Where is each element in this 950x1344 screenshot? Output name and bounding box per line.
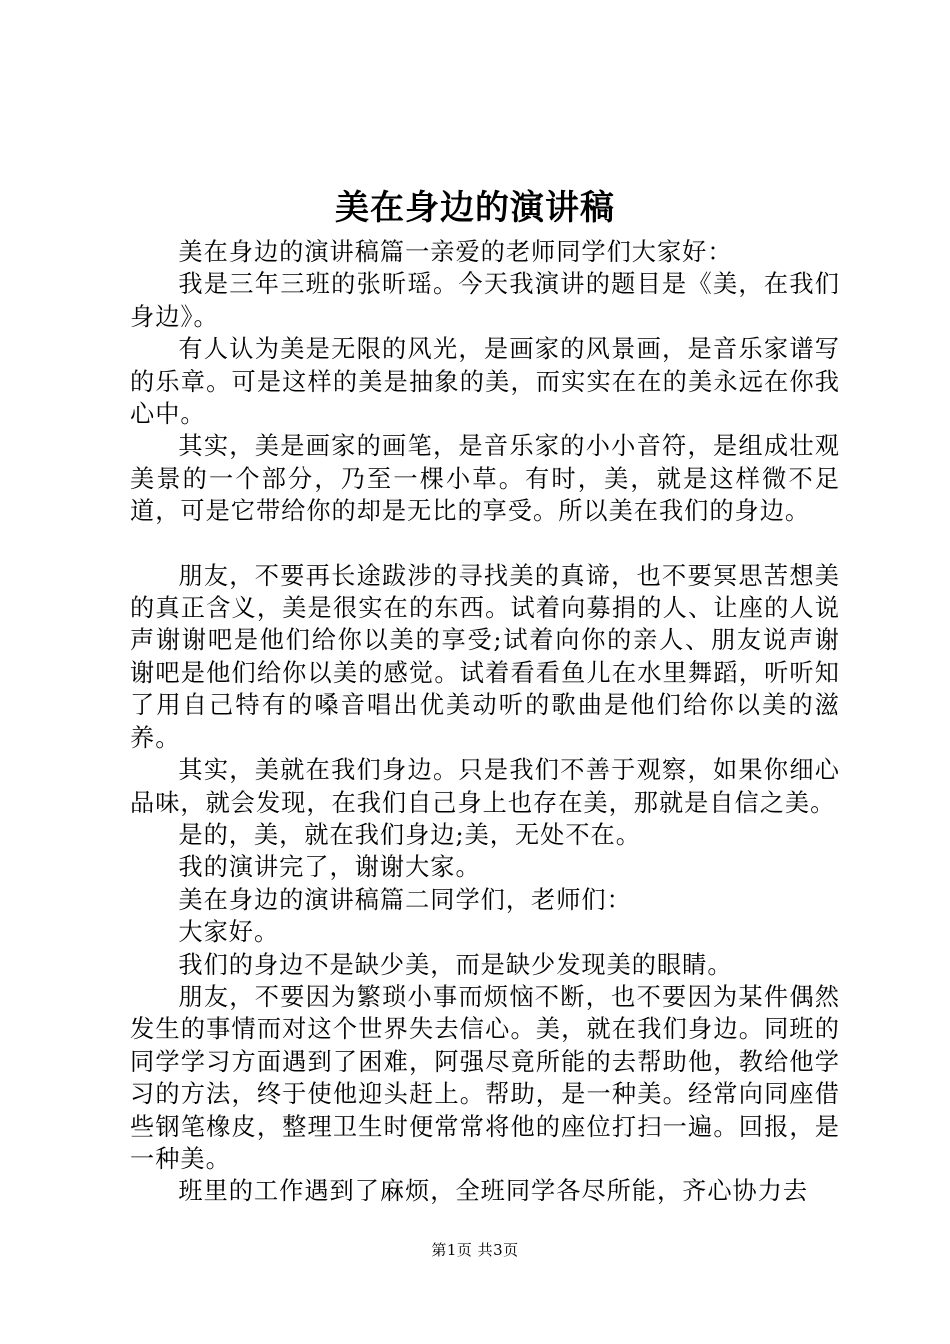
paragraph-gap [130,528,840,560]
document-body [130,236,840,1208]
paragraph: 朋友，不要再长途跋涉的寻找美的真谛，也不要冥思苦想美的真正含义，美是很实在的东西。试着向募捐的人、让座的人说声谢谢吧是他们给你以美的享受;试着向你的亲人、朋友说声谢谢吧是他们给你以美的感觉。试着看看鱼儿在水里舞蹈，听听知了用自己特有的嗓音唱出优美动听的歌曲是他们给你以美的滋养。 [130,561,840,752]
paragraph: 朋友，不要因为繁琐小事而烦恼不断，也不要因为某件偶然发生的事情而对这个世界失去信心。美，就在我们身边。同班的同学学习方面遇到了困难，阿强尽竟所能的去帮助他，教给他学习的方法，终于使他迎头赶上。帮助，是一种美。经常向同座借些钢笔橡皮，整理卫生时便常常将他的座位打扫一遍。回报，是一种美。 [130,982,840,1173]
paragraph: 美在身边的演讲稿篇二同学们，老师们： [178,885,632,914]
paragraph: 是的，美，就在我们身边;美，无处不在。 [178,820,641,849]
paragraph: 我们的身边不是缺少美，而是缺少发现美的眼睛。 [178,950,733,979]
document-title: 美在身边的演讲稿 [335,188,615,228]
paragraph: 班里的工作遇到了麻烦，全班同学各尽所能，齐心协力去 [178,1177,809,1206]
paragraph: 我是三年三班的张昕瑶。今天我演讲的题目是《美，在我们身边》。 [130,270,840,331]
paragraph: 我的演讲完了，谢谢大家。 [178,853,481,882]
page-footer: 第1页 共3页 [431,1241,519,1259]
paragraph: 美在身边的演讲稿篇一亲爱的老师同学们大家好： [178,238,733,266]
paragraph: 其实，美就在我们身边。只是我们不善于观察，如果你细心品味，就会发现，在我们自己身上也存在美，那就是自信之美。 [130,756,840,817]
paragraph: 其实，美是画家的画笔，是音乐家的小小音符，是组成壮观美景的一个部分，乃至一棵小草。有时，美，就是这样微不足道，可是它带给你的却是无比的享受。所以美在我们的身边。 [130,432,840,526]
paragraph: 大家好。 [178,918,280,947]
paragraph: 有人认为美是无限的风光，是画家的风景画，是音乐家谱写的乐章。可是这样的美是抽象的美，而实实在在的美永远在你我心中。 [130,335,840,429]
